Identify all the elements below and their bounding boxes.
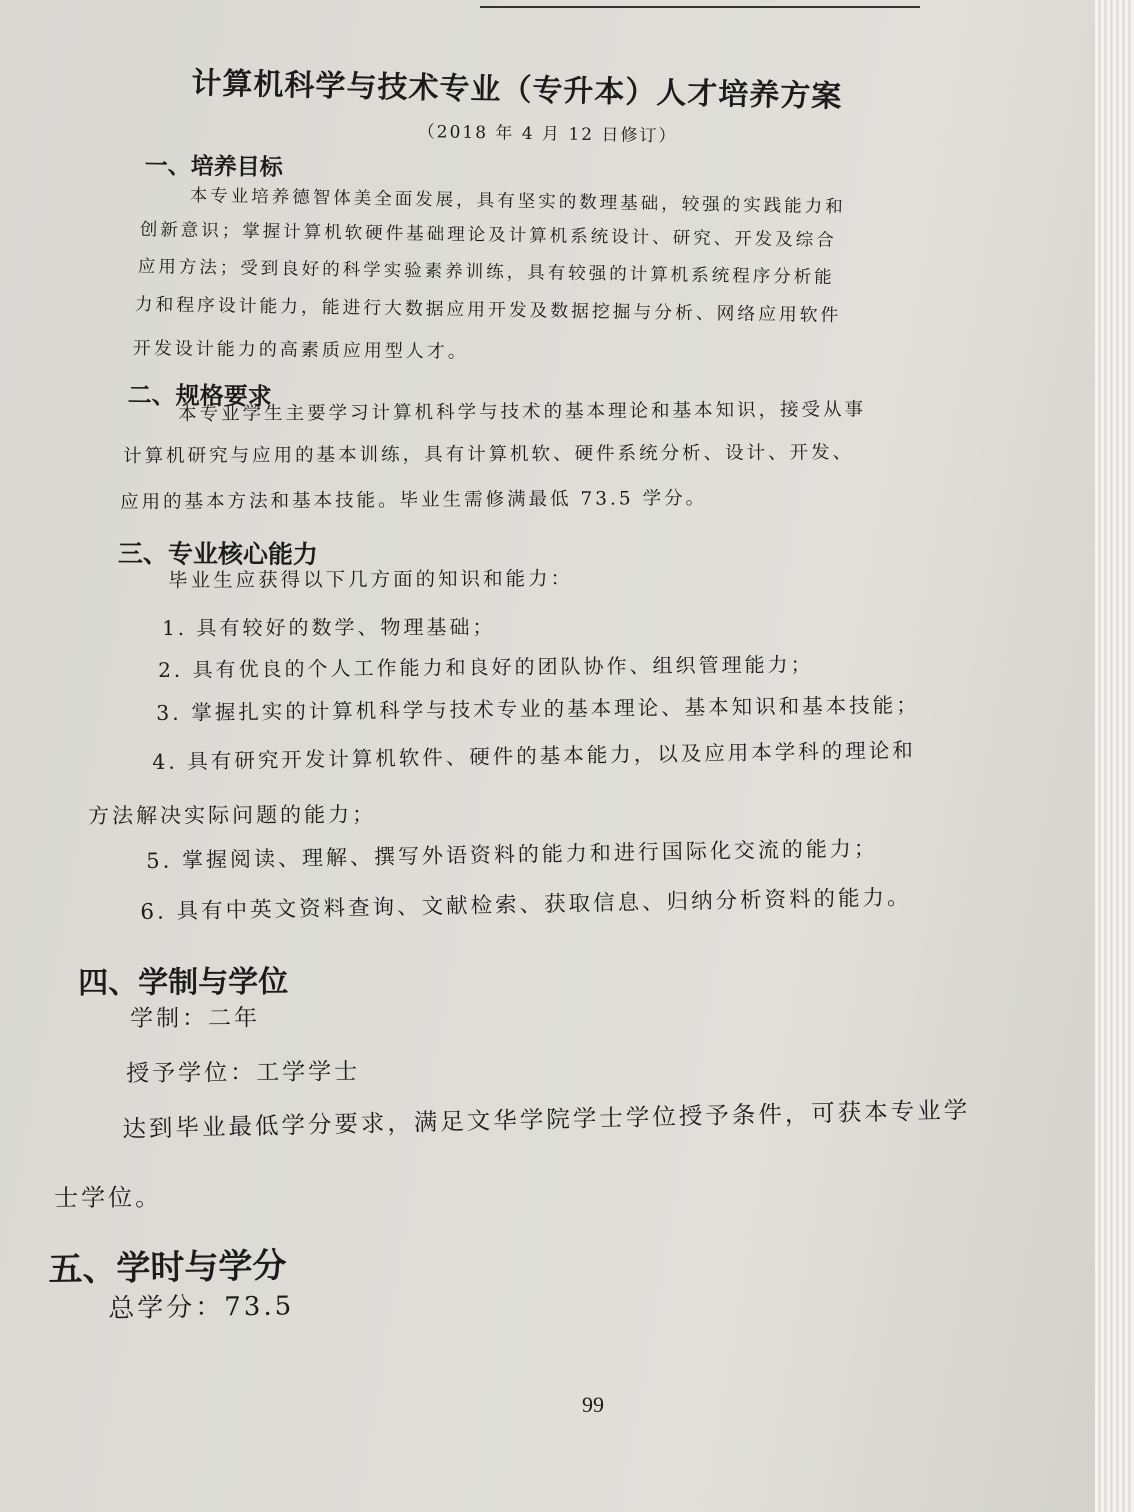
header-rule [480,6,920,8]
list-item: 2. 具有优良的个人工作能力和良好的团队协作、组织管理能力； [158,652,814,682]
section-heading: 五、学时与学分 [48,1245,287,1290]
paragraph-line: 总学分：73.5 [108,1291,295,1324]
paragraph-line: 本专业培养德智体美全面发展，具有坚实的数理基础，较强的实践能力和 [189,185,846,218]
section-heading: 一、培养目标 [144,152,283,181]
paragraph-line: 计算机研究与应用的基本训练，具有计算机软、硬件系统分析、设计、开发、 [123,442,855,467]
list-item: 6. 具有中英文资料查询、文献检索、获取信息、归纳分析资料的能力。 [140,885,912,925]
paragraph-line: 开发设计能力的高素质应用型人才。 [132,337,469,363]
section-heading: 二、规格要求 [127,380,272,411]
section-heading: 四、学制与学位 [78,964,289,1001]
page-stack-edge [1095,0,1134,1512]
paragraph-line: 学制：二年 [130,1005,261,1032]
list-item: 3. 掌握扎实的计算机科学与技术专业的基本理论、基本知识和基本技能； [156,693,920,725]
paragraph-line: 创新意识；掌握计算机软硬件基础理论及计算机系统设计、研究、开发及综合 [139,219,837,251]
paragraph-line: 授予学位：工学学士 [126,1058,361,1087]
paragraph-line: 本专业学生主要学习计算机科学与技术的基本理论和基本知识，接受从事 [178,399,867,425]
paragraph-line: 应用方法；受到良好的科学实验素养训练，具有较强的计算机系统程序分析能 [137,256,835,288]
list-item: 4. 具有研究开发计算机软件、硬件的基本能力，以及应用本学科的理论和 [152,738,916,774]
list-item: 方法解决实际问题的能力； [88,802,377,828]
section-heading: 三、专业核心能力 [117,538,318,570]
page-number: 99 [582,1392,604,1417]
list-item: 5. 掌握阅读、理解、撰写外语资料的能力和进行国际化交流的能力； [146,836,879,873]
document-title: 计算机科学与技术专业（专升本）人才培养方案 [191,65,843,115]
paragraph-line: 达到毕业最低学分要求，满足文华学院学士学位授予条件，可获本专业学 [122,1095,971,1143]
paragraph-line: 应用的基本方法和基本技能。毕业生需修满最低 73.5 学分。 [120,487,708,513]
revision-date: （2018 年 4 月 12 日修订） [417,121,678,147]
paragraph-line: 力和程序设计能力，能进行大数据应用开发及数据挖掘与分析、网络应用软件 [134,293,842,327]
list-item: 1. 具有较好的数学、物理基础； [162,614,496,640]
paragraph-line: 士学位。 [54,1183,163,1212]
paragraph-line: 毕业生应获得以下几方面的知识和能力： [168,566,574,592]
